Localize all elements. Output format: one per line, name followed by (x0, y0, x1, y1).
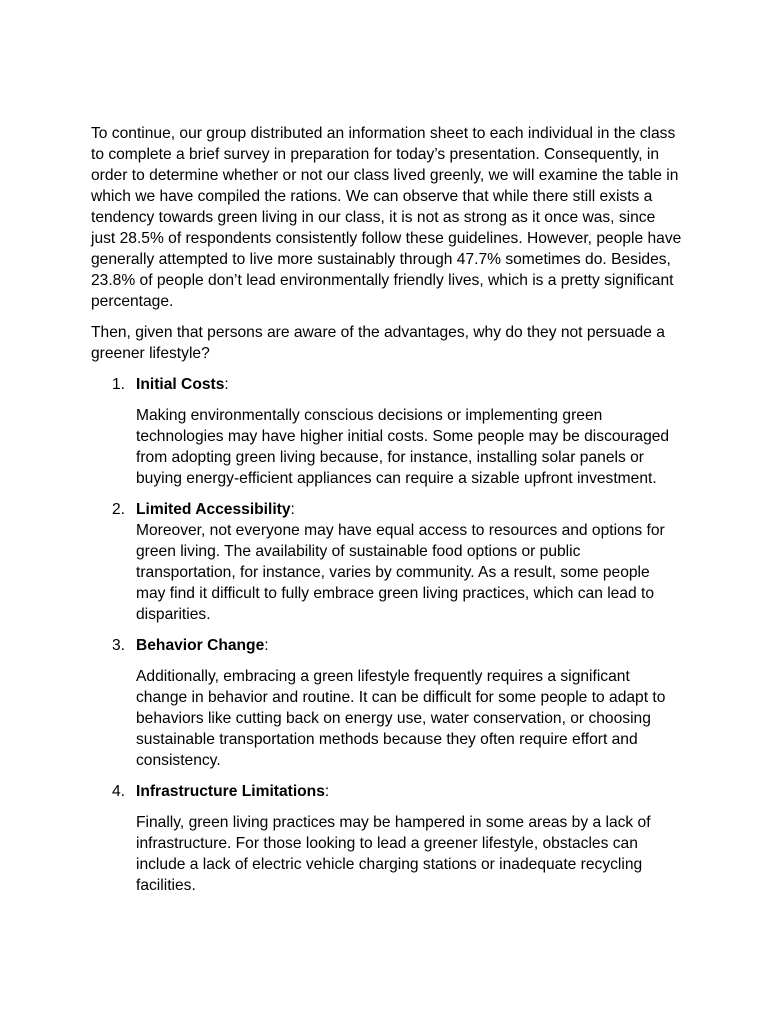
barriers-list (91, 374, 683, 896)
list-item-body: Additionally, embracing a green lifestyle frequently requires a significant change in behavior and routine. It can be difficult for some people to adapt to behaviors like cutting back on energy use, water conservation, or choosing sustainable transportation methods because they often require effort and consistency. (136, 668, 666, 769)
list-item-colon: : (264, 637, 269, 654)
list-item-number: 3. (112, 637, 126, 654)
list-item-title: Limited Accessibility (136, 501, 291, 518)
list-item-colon: : (290, 501, 295, 518)
list-item (91, 374, 683, 489)
document-page (91, 123, 683, 906)
list-item-number: 1. (112, 376, 126, 393)
list-item-title: Behavior Change (136, 637, 265, 654)
list-item-title: Initial Costs (136, 376, 225, 393)
list-item (91, 781, 683, 896)
list-item-colon: : (324, 783, 330, 800)
list-item-number: 2. (112, 501, 126, 518)
intro-paragraph: To continue, our group distributed an information sheet to each individual in the class to complete a brief survey in preparation for today’s presentation. Consequently, in order to determine whether or not our class lived greenly, we will examine the table in which we have compiled the rations. We can observe that while there still exists a tendency towards green living in our class, it is not as strong as it once was, since just 28.5% of respondents consistently follow these guidelines. However, people have generally attempted to live more sustainably through 47.7% sometimes do. Besides, 23.8% of people don’t lead environmentally friendly lives, which is a pretty significant percentage. (91, 125, 682, 310)
list-item-body: Moreover, not everyone may have equal access to resources and options for green living. The availability of sustainable food options or public transportation, for instance, varies by community. As a result, some people may find it difficult to fully embrace green living practices, which can lead to disparities. (136, 522, 665, 623)
list-item-heading (136, 635, 683, 656)
list-item-colon: : (224, 376, 229, 393)
list-item-heading (136, 374, 683, 395)
list-item-body: Making environmentally conscious decisions or implementing green technologies may have higher initial costs. Some people may be discouraged from adopting green living because, for instance, installing solar panels or buying energy-efficient appliances can require a sizable upfront investment. (136, 407, 670, 487)
list-item-body: Finally, green living practices may be hampered in some areas by a lack of infrastructure. For those looking to lead a greener lifestyle, obstacles can include a lack of electric vehicle charging stations or inadequate recycling facilities. (136, 814, 651, 894)
list-item-heading (136, 499, 683, 520)
list-item (91, 499, 683, 625)
question-paragraph: Then, given that persons are aware of the advantages, why do they not persuade a greener lifestyle? (91, 324, 665, 362)
list-item-number: 4. (112, 783, 126, 800)
list-item-title: Infrastructure Limitations (136, 783, 325, 800)
list-item (91, 635, 683, 771)
list-item-heading (136, 781, 683, 802)
